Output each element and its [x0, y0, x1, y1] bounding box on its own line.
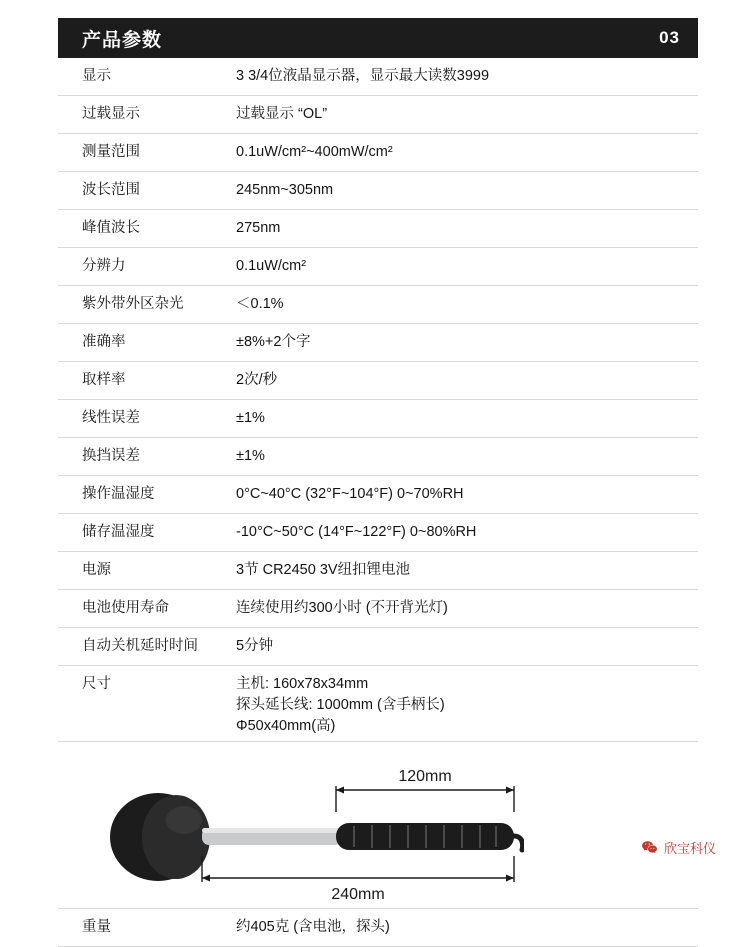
- table-row: [58, 476, 698, 514]
- table-row: [58, 400, 698, 438]
- table-row: [58, 58, 698, 96]
- table-row: [58, 362, 698, 400]
- table-row: [58, 514, 698, 552]
- spec-value: 连续使用约300小时 (不开背光灯): [236, 600, 448, 617]
- page-title: 产品参数: [82, 29, 163, 51]
- spec-value: -10°C~50°C (14°F~122°F) 0~80%RH: [236, 524, 477, 541]
- table-row: [58, 210, 698, 248]
- table-row-weight: [58, 909, 698, 947]
- spec-value: 3 3/4位液晶显示器，显示最大读数3999: [236, 68, 490, 84]
- table-row-figure: [58, 742, 698, 909]
- spec-value: 约405克 (含电池，探头): [236, 919, 390, 936]
- spec-label: 尺寸: [82, 676, 111, 693]
- footer-branding: [641, 838, 716, 857]
- spec-value: 5分钟: [236, 638, 274, 655]
- spec-value: ±8%+2个字: [236, 334, 311, 351]
- spec-label: 过载显示: [82, 106, 140, 123]
- spec-label: 波长范围: [82, 182, 140, 199]
- spec-value: ±1%: [236, 410, 265, 427]
- spec-label: 重量: [82, 919, 111, 936]
- wechat-icon: [641, 839, 658, 856]
- table-row: [58, 134, 698, 172]
- spec-label: 自动关机延时时间: [82, 638, 198, 655]
- spec-label: 取样率: [82, 372, 126, 389]
- footer-text: 欣宝科仪: [663, 841, 716, 856]
- spec-value: 275nm: [236, 220, 281, 237]
- spec-label: 准确率: [82, 334, 126, 351]
- spec-label: 线性误差: [82, 410, 140, 427]
- table-row: [58, 628, 698, 666]
- spec-value: ±1%: [236, 448, 265, 465]
- page-number: 03: [659, 28, 680, 47]
- probe-diagram-svg: [0, 750, 524, 900]
- spec-label: 测量范围: [82, 144, 140, 161]
- table-row: [58, 324, 698, 362]
- table-row: [58, 248, 698, 286]
- spec-value: 0°C~40°C (32°F~104°F) 0~70%RH: [236, 486, 464, 503]
- table-row: [58, 286, 698, 324]
- spec-table: [58, 58, 698, 947]
- product-figure: [58, 750, 698, 900]
- spec-label: 紫外带外区杂光: [82, 296, 184, 313]
- spec-label: 换挡误差: [82, 448, 140, 465]
- spec-label: 显示: [82, 68, 111, 84]
- section-header: [58, 18, 698, 58]
- table-row-dimensions: [58, 666, 698, 742]
- spec-label: 电池使用寿命: [82, 600, 169, 617]
- spec-label: 峰值波长: [82, 220, 140, 237]
- spec-label: 储存温湿度: [82, 524, 155, 541]
- spec-label: 分辨力: [82, 258, 126, 275]
- spec-value: 3节 CR2450 3V纽扣锂电池: [236, 562, 411, 579]
- spec-value: 0.1uW/cm²: [236, 258, 307, 275]
- spec-value: 过载显示 “OL”: [236, 106, 328, 123]
- table-row: [58, 590, 698, 628]
- spec-value: 主机: 160x78x34mm 探头延长线: 1000mm (含手柄长) Φ50x40mm(高): [236, 676, 445, 735]
- table-row: [58, 438, 698, 476]
- spec-table-body: [58, 58, 698, 947]
- spec-value: ＜0.1%: [236, 296, 284, 313]
- table-row: [58, 552, 698, 590]
- product-figure-cell: [58, 742, 698, 909]
- spec-value: 2次/秒: [236, 372, 278, 389]
- spec-label: 操作温湿度: [82, 486, 155, 503]
- total-dimension-text: 240mm: [331, 886, 385, 901]
- table-row: [58, 96, 698, 134]
- handle-dimension-text: 120mm: [398, 768, 452, 786]
- spec-value: 0.1uW/cm²~400mW/cm²: [236, 144, 393, 161]
- table-row: [58, 172, 698, 210]
- spec-label: 电源: [82, 562, 111, 579]
- spec-value: 245nm~305nm: [236, 182, 334, 199]
